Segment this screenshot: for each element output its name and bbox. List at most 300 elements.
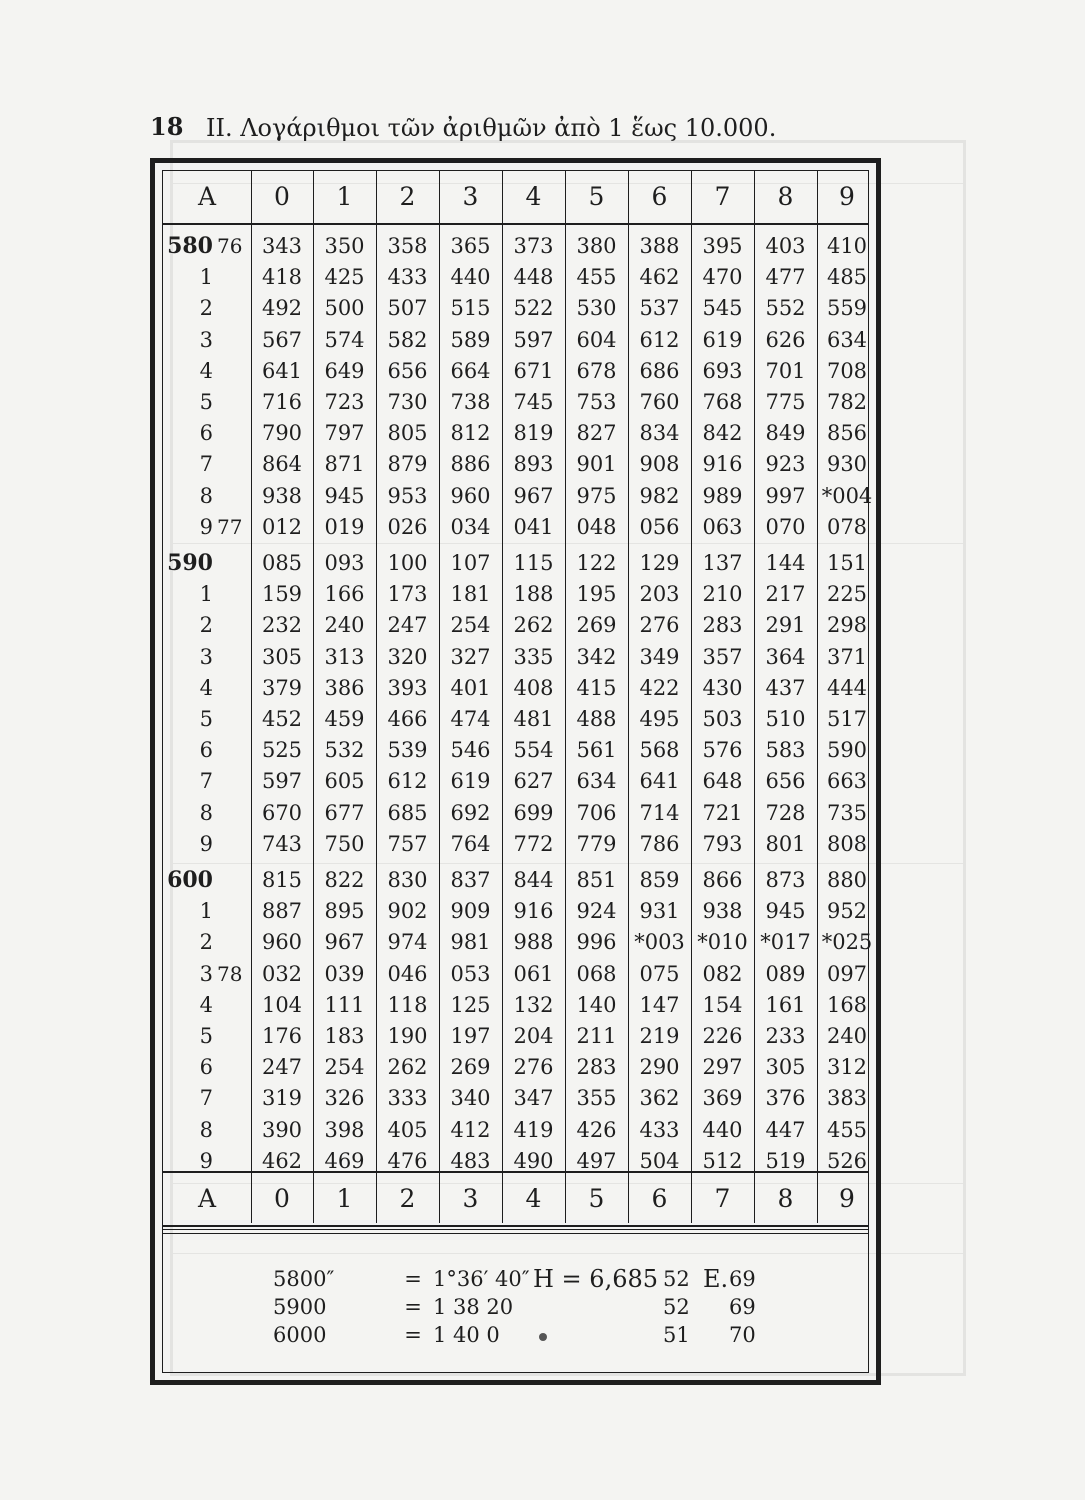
mantissa-cell: 887	[261, 899, 303, 924]
mantissa-cell: 923	[765, 452, 806, 477]
mantissa-cell: 880	[826, 868, 868, 892]
mantissa-cell: 140	[576, 992, 617, 1017]
mantissa-cell: 233	[765, 1024, 806, 1048]
mantissa-cell: 812	[450, 421, 491, 446]
mantissa-cell: 844	[513, 868, 554, 892]
mantissa-cell: 590	[826, 738, 868, 763]
mantissa-cell: 532	[324, 738, 365, 763]
mantissa-cell: 204	[513, 1024, 554, 1048]
mantissa-cell: 291	[765, 613, 806, 638]
mantissa-cell: 786	[639, 831, 680, 856]
mantissa-cell: 283	[702, 613, 743, 638]
mantissa-cell: 583	[765, 738, 806, 763]
mantissa-cell: 901	[576, 452, 617, 477]
mantissa-cell: 671	[513, 358, 554, 383]
mantissa-cell: 931	[639, 899, 680, 924]
mantissa-cell: 805	[387, 421, 428, 446]
table-row	[163, 262, 868, 293]
table-row	[163, 231, 868, 262]
mantissa-cell: 822	[324, 868, 365, 892]
column-rule	[313, 171, 314, 1223]
mantissa-cell: 380	[576, 234, 617, 258]
mantissa-cell: 383	[826, 1086, 868, 1111]
footer-seconds: 5800″	[273, 1267, 335, 1291]
page-title: II. Λογάριθμοι τῶν ἀριθμῶν ἀπὸ 1 ἕως 10.000.	[206, 114, 777, 142]
mantissa-cell: 519	[765, 1148, 806, 1173]
mantissa-cell: 497	[576, 1148, 617, 1173]
mantissa-cell: 240	[826, 1024, 868, 1048]
mantissa-cell: 827	[576, 421, 617, 446]
mantissa-cell: 405	[387, 1117, 428, 1142]
mantissa-cell: 866	[702, 868, 743, 892]
footer-line	[273, 1295, 563, 1319]
mantissa-cell: 419	[513, 1117, 554, 1142]
mantissa-cell: 612	[639, 327, 680, 352]
mantissa-cell: 240	[324, 613, 365, 638]
row-argument: 1	[199, 899, 213, 924]
mantissa-cell: 793	[702, 831, 743, 856]
footer-degrees: 1 40 0	[433, 1323, 500, 1347]
mantissa-cell: 305	[261, 644, 303, 669]
mantissa-cell: 554	[513, 738, 554, 763]
log-table	[162, 170, 873, 1373]
mantissa-cell: 685	[387, 800, 428, 825]
row-argument: 4	[199, 675, 213, 700]
mantissa-cell: 455	[826, 1117, 868, 1142]
mantissa-cell: 495	[639, 707, 680, 731]
mantissa-cell: *025	[821, 930, 873, 955]
log-table-frame	[150, 158, 881, 1385]
mantissa-cell: 938	[261, 483, 303, 508]
mantissa-cell: 313	[324, 644, 365, 669]
mantissa-cell: 895	[324, 899, 365, 924]
mantissa-cell: 254	[324, 1055, 365, 1080]
mantissa-cell: 269	[576, 613, 617, 638]
mantissa-cell: 447	[765, 1117, 806, 1142]
footer-equals: =	[404, 1267, 422, 1291]
mantissa-cell: 122	[576, 551, 617, 575]
row-leading-digits: 77	[217, 514, 243, 539]
table-row	[163, 325, 868, 356]
mantissa-cell: 078	[826, 514, 868, 539]
mantissa-cell: 357	[702, 644, 743, 669]
mantissa-cell: 582	[387, 327, 428, 352]
mantissa-cell: 129	[639, 551, 680, 575]
mantissa-cell: 975	[576, 483, 617, 508]
mantissa-cell: 262	[387, 1055, 428, 1080]
mantissa-cell: 347	[513, 1086, 554, 1111]
column-rule	[628, 171, 629, 1223]
mantissa-cell: 358	[387, 234, 428, 258]
mantissa-cell: 967	[324, 930, 365, 955]
mantissa-cell: 075	[639, 961, 680, 986]
mantissa-cell: 118	[387, 992, 428, 1017]
mantissa-cell: 908	[639, 452, 680, 477]
table-row	[163, 829, 868, 860]
row-argument: 2	[199, 296, 213, 321]
mantissa-cell: 089	[765, 961, 806, 986]
row-argument: 600	[167, 867, 213, 893]
column-header-digit: 8	[777, 182, 794, 211]
mantissa-cell: 125	[450, 992, 491, 1017]
column-header-digit: 4	[525, 1184, 542, 1213]
column-header-a: A	[197, 182, 217, 211]
row-argument: 8	[199, 800, 213, 825]
mantissa-cell: 706	[576, 800, 617, 825]
row-argument: 7	[199, 1086, 213, 1111]
mantissa-cell: 469	[324, 1148, 365, 1173]
table-row	[163, 1021, 868, 1052]
table-row	[163, 990, 868, 1021]
mantissa-cell: 693	[702, 358, 743, 383]
mantissa-cell: 960	[450, 483, 491, 508]
mantissa-cell: 772	[513, 831, 554, 856]
row-argument: 4	[199, 992, 213, 1017]
mantissa-cell: 355	[576, 1086, 617, 1111]
row-argument: 8	[199, 483, 213, 508]
mantissa-cell: 247	[387, 613, 428, 638]
mantissa-cell: 195	[576, 582, 617, 607]
mantissa-cell: 061	[513, 961, 554, 986]
mantissa-cell: 333	[387, 1086, 428, 1111]
mantissa-cell: 466	[387, 707, 428, 731]
footer-degrees: 1°36′ 40″	[433, 1267, 530, 1291]
mantissa-cell: 879	[387, 452, 428, 477]
mantissa-cell: 211	[576, 1024, 617, 1048]
mantissa-cell: 641	[639, 769, 680, 794]
mantissa-cell: 909	[450, 899, 491, 924]
column-header-digit: 5	[588, 1184, 605, 1213]
mantissa-cell: 425	[324, 265, 365, 290]
mantissa-cell: 247	[261, 1055, 303, 1080]
column-rule	[565, 171, 566, 1223]
mantissa-cell: 779	[576, 831, 617, 856]
mantissa-cell: 525	[261, 738, 303, 763]
mantissa-cell: 981	[450, 930, 491, 955]
table-row	[163, 704, 868, 735]
mantissa-cell: 604	[576, 327, 617, 352]
mantissa-cell: 210	[702, 582, 743, 607]
mantissa-cell: 612	[387, 769, 428, 794]
mantissa-cell: 871	[324, 452, 365, 477]
mantissa-cell: 276	[639, 613, 680, 638]
mantissa-cell: 470	[702, 265, 743, 290]
mantissa-cell: 046	[387, 961, 428, 986]
mantissa-cell: 886	[450, 452, 491, 477]
mantissa-cell: 342	[576, 644, 617, 669]
mantissa-cell: 440	[450, 265, 491, 290]
mantissa-cell: 019	[324, 514, 365, 539]
mantissa-cell: 745	[513, 390, 554, 414]
mantissa-cell: 181	[450, 582, 491, 607]
mantissa-cell: 395	[702, 234, 743, 258]
mantissa-cell: 504	[639, 1148, 680, 1173]
mantissa-cell: 916	[702, 452, 743, 477]
mantissa-cell: 728	[765, 800, 806, 825]
mantissa-cell: 093	[324, 551, 365, 575]
column-header-digit: 3	[462, 182, 479, 211]
footer-line	[273, 1267, 563, 1291]
mantissa-cell: 111	[324, 992, 365, 1017]
mantissa-cell: 967	[513, 483, 554, 508]
mantissa-cell: 500	[324, 296, 365, 321]
mantissa-cell: 151	[826, 551, 868, 575]
mantissa-cell: 842	[702, 421, 743, 446]
mantissa-cell: 393	[387, 675, 428, 700]
table-row	[163, 418, 868, 449]
mantissa-cell: 440	[702, 1117, 743, 1142]
mantissa-cell: 041	[513, 514, 554, 539]
mantissa-cell: 474	[450, 707, 491, 731]
mantissa-cell: 430	[702, 675, 743, 700]
mantissa-cell: 619	[450, 769, 491, 794]
mantissa-cell: *003	[634, 930, 685, 955]
mantissa-cell: 026	[387, 514, 428, 539]
mantissa-cell: 039	[324, 961, 365, 986]
mantissa-cell: 481	[513, 707, 554, 731]
table-row	[163, 1115, 868, 1146]
mantissa-cell: 735	[826, 800, 868, 825]
table-row	[163, 481, 873, 512]
mantissa-cell: 716	[261, 390, 303, 414]
row-argument: 9	[199, 514, 213, 539]
mantissa-cell: 188	[513, 582, 554, 607]
mantissa-cell: 362	[639, 1086, 680, 1111]
mantissa-cell: 708	[826, 358, 868, 383]
mantissa-cell: 790	[261, 421, 303, 446]
mantissa-cell: 379	[261, 675, 303, 700]
mantissa-cell: 492	[261, 296, 303, 321]
mantissa-cell: 656	[765, 769, 806, 794]
mantissa-cell: 982	[639, 483, 680, 508]
mantissa-cell: 856	[826, 421, 868, 446]
mantissa-cell: 444	[826, 675, 868, 700]
mantissa-cell: 851	[576, 868, 617, 892]
column-header-digit: 6	[651, 182, 668, 211]
mantissa-cell: 226	[702, 1024, 743, 1048]
table-row	[163, 356, 868, 387]
mantissa-cell: 546	[450, 738, 491, 763]
row-argument: 6	[199, 421, 213, 446]
mantissa-cell: 488	[576, 707, 617, 731]
mantissa-cell: 426	[576, 1117, 617, 1142]
footer-equals: =	[404, 1295, 422, 1319]
table-row	[163, 512, 868, 543]
table-row	[163, 673, 868, 704]
table-row	[163, 1083, 868, 1114]
mantissa-cell: 988	[513, 930, 554, 955]
mantissa-cell: 678	[576, 358, 617, 383]
table-row	[163, 642, 868, 673]
row-argument: 580	[167, 233, 213, 259]
mantissa-cell: 350	[324, 234, 365, 258]
mantissa-cell: 173	[387, 582, 428, 607]
mantissa-cell: 154	[702, 992, 743, 1017]
e-value: 69	[729, 1267, 756, 1291]
mantissa-cell: 100	[387, 551, 428, 575]
mantissa-cell: 364	[765, 644, 806, 669]
mantissa-cell: 063	[702, 514, 743, 539]
mantissa-cell: 626	[765, 327, 806, 352]
mantissa-cell: 743	[261, 831, 303, 856]
h-value: 51	[663, 1323, 690, 1347]
table-row	[163, 798, 868, 829]
mantissa-cell: 490	[513, 1148, 554, 1173]
row-argument: 5	[199, 1024, 213, 1048]
mantissa-cell: 219	[639, 1024, 680, 1048]
row-argument: 9	[199, 831, 213, 856]
mantissa-cell: 634	[576, 769, 617, 794]
footer-seconds: 6000	[273, 1323, 327, 1347]
row-argument: 7	[199, 769, 213, 794]
mantissa-cell: 349	[639, 644, 680, 669]
mantissa-cell: 320	[387, 644, 428, 669]
row-argument: 7	[199, 452, 213, 477]
mantissa-cell: 483	[450, 1148, 491, 1173]
table-row	[163, 896, 868, 927]
column-rule	[376, 171, 377, 1223]
e-label: E.	[703, 1265, 729, 1293]
mantissa-cell: 670	[261, 800, 303, 825]
mantissa-cell: 648	[702, 769, 743, 794]
mantissa-cell: 503	[702, 707, 743, 731]
column-rule	[251, 171, 252, 1223]
footer-equals: =	[404, 1323, 422, 1347]
mantissa-cell: 757	[387, 831, 428, 856]
row-argument: 6	[199, 738, 213, 763]
mantissa-cell: 225	[826, 582, 868, 607]
mantissa-cell: 217	[765, 582, 806, 607]
mantissa-cell: 664	[450, 358, 491, 383]
mantissa-cell: 459	[324, 707, 365, 731]
column-header-digit: 1	[336, 1184, 353, 1213]
mantissa-cell: 298	[826, 613, 868, 638]
mantissa-cell: 552	[765, 296, 806, 321]
h-constant: H = 6,685	[533, 1265, 659, 1293]
mantissa-cell: 989	[702, 483, 743, 508]
mantissa-cell: 830	[387, 868, 428, 892]
mantissa-cell: 398	[324, 1117, 365, 1142]
column-rule	[691, 171, 692, 1223]
mantissa-cell: 176	[261, 1024, 303, 1048]
mantissa-cell: 232	[261, 613, 303, 638]
mantissa-cell: 137	[702, 551, 743, 575]
row-argument: 590	[167, 550, 213, 576]
row-argument: 1	[199, 582, 213, 607]
column-header-digit: 0	[274, 182, 290, 211]
row-argument: 5	[199, 390, 213, 414]
mantissa-cell: 386	[324, 675, 365, 700]
mantissa-cell: 166	[324, 582, 365, 607]
column-header-digit: 1	[336, 182, 353, 211]
table-row	[163, 449, 868, 480]
column-rule	[502, 171, 503, 1223]
column-header-digit: 9	[839, 182, 855, 211]
mantissa-cell: 545	[702, 296, 743, 321]
mantissa-cell: 433	[639, 1117, 680, 1142]
mantissa-cell: 764	[450, 831, 491, 856]
mantissa-cell: 945	[324, 483, 365, 508]
table-row	[163, 387, 868, 418]
mantissa-cell: 916	[513, 899, 554, 924]
mantissa-cell: 656	[387, 358, 428, 383]
mantissa-cell: 801	[765, 831, 806, 856]
mantissa-cell: 723	[324, 390, 365, 414]
mantissa-cell: *017	[760, 930, 811, 955]
mantissa-cell: 938	[702, 899, 743, 924]
mantissa-cell: 477	[765, 265, 806, 290]
mantissa-cell: 485	[826, 265, 868, 290]
mantissa-cell: 365	[450, 234, 491, 258]
mantissa-cell: 161	[765, 992, 806, 1017]
mantissa-cell: 522	[513, 296, 554, 321]
mantissa-cell: 597	[261, 769, 303, 794]
mantissa-cell: 686	[639, 358, 680, 383]
mantissa-cell: 782	[826, 390, 868, 414]
mantissa-cell: 996	[576, 930, 617, 955]
mantissa-cell: 276	[513, 1055, 554, 1080]
row-argument: 8	[199, 1117, 213, 1142]
mantissa-cell: 605	[324, 769, 365, 794]
mantissa-cell: 132	[513, 992, 554, 1017]
mantissa-cell: 371	[826, 644, 868, 669]
column-header-digit: 8	[777, 1184, 794, 1213]
mantissa-cell: 526	[826, 1148, 868, 1173]
ink-mark	[539, 1333, 547, 1341]
mantissa-cell: 415	[576, 675, 617, 700]
row-argument: 4	[199, 358, 213, 383]
mantissa-cell: 262	[513, 613, 554, 638]
mantissa-cell: 297	[702, 1055, 743, 1080]
mantissa-cell: 326	[324, 1086, 365, 1111]
mantissa-cell: 048	[576, 514, 617, 539]
column-header-digit: 7	[714, 1184, 731, 1213]
mantissa-cell: 159	[261, 582, 303, 607]
mantissa-cell: 663	[826, 769, 868, 794]
mantissa-cell: 649	[324, 358, 365, 383]
mantissa-cell: 390	[261, 1117, 303, 1142]
mantissa-cell: 775	[765, 390, 806, 414]
row-argument: 3	[199, 961, 213, 986]
mantissa-cell: 422	[639, 675, 680, 700]
table-row	[163, 959, 868, 990]
footer-degrees: 1 38 20	[433, 1295, 514, 1319]
mantissa-cell: 507	[387, 296, 428, 321]
column-header-digit: 3	[462, 1184, 479, 1213]
mantissa-cell: 433	[387, 265, 428, 290]
mantissa-cell: 034	[450, 514, 491, 539]
mantissa-cell: 104	[261, 992, 303, 1017]
column-header-digit: 0	[274, 1184, 290, 1213]
footer-line	[273, 1323, 563, 1347]
mantissa-cell: 068	[576, 961, 617, 986]
row-leading-digits: 76	[217, 234, 243, 258]
table-row	[163, 865, 868, 896]
mantissa-cell: 837	[450, 868, 491, 892]
column-header-digit: 6	[651, 1184, 668, 1213]
mantissa-cell: 974	[387, 930, 428, 955]
column-header-digit: 2	[399, 182, 416, 211]
mantissa-cell: 305	[765, 1055, 806, 1080]
mantissa-cell: 462	[639, 265, 680, 290]
table-row	[163, 766, 868, 797]
mantissa-cell: 401	[450, 675, 491, 700]
mantissa-cell: 768	[702, 390, 743, 414]
mantissa-cell: 893	[513, 452, 554, 477]
mantissa-cell: 168	[826, 992, 868, 1017]
mantissa-cell: 410	[826, 234, 868, 258]
mantissa-cell: 053	[450, 961, 491, 986]
